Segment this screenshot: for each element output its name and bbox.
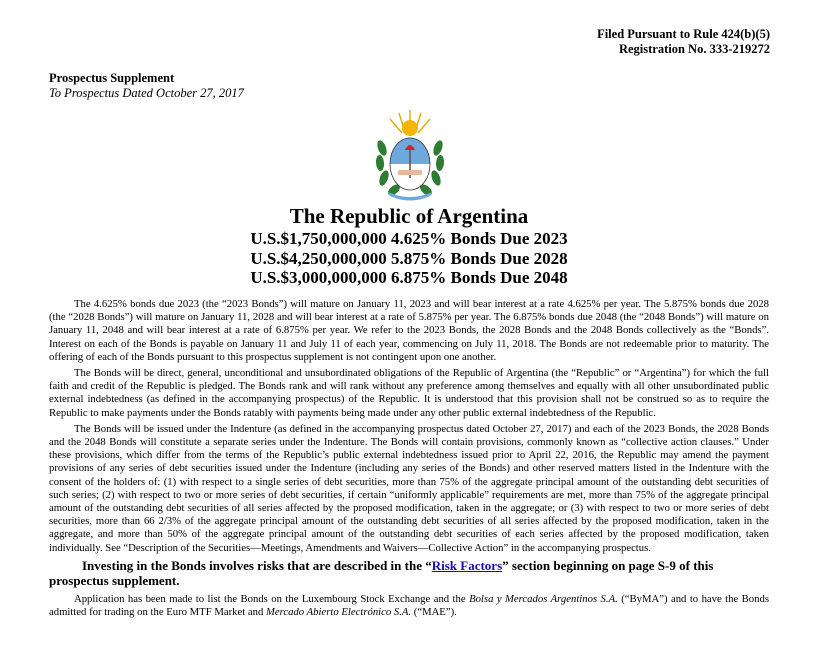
supplement-heading <box>49 71 244 101</box>
paragraph-indenture: The Bonds will be issued under the Indenture (as defined in the accompanying prospectus dated October 27, 2017) and each of the 2023 Bonds, the 2028 Bonds and the 2048 Bonds will constitute a separate series under the Indenture. The Bonds will contain provisions, commonly known as “collective action clauses.” Under these provisions, which differ from the terms of the Republic’s public external indebtedness issued prior to April 22, 2016, the Republic may amend the payment provisions of any series of debt securities issued under the Indenture (including any series of the Bonds) and other reserved matters listed in the Indenture with the consent of the holders of: (1) with respect to a single series of debt securities, more than 75% of the aggregate principal amount of the outstanding debt securities of such series; (2) with respect to two or more series of debt securities, if certain “uniformly applicable” requirements are met, more than 75% of the aggregate principal amount of the outstanding debt securities of all series affected by the proposed modification, taken in the aggregate; or (3) with respect to two or more series of debt securities, more than 66 2/3% of the aggregate principal amount of the outstanding debt securities of all series affected by the proposed modification, taken in the aggregate, and more than 50% of the aggregate principal amount of the outstanding debt securities of each series affected by the proposed modification, taken individually. See “Description of the Securities—Meetings, Amendments and Waivers—Collective Action” in the accompanying prospectus. <box>49 422 769 554</box>
filing-notice <box>597 27 770 57</box>
supplement-title: Prospectus Supplement <box>49 71 175 85</box>
bond-line-2023: U.S.$1,750,000,000 4.625% Bonds Due 2023 <box>250 229 568 248</box>
risk-text-start: Investing in the Bonds involves risks that are described in the “ <box>82 557 432 573</box>
paragraph-maturity-interest: The 4.625% bonds due 2023 (the “2023 Bonds”) will mature on January 11, 2023 and will bear interest at a rate 4.625% per year. The 5.875% bonds due 2028 (the “2028 Bonds”) will mature on January 11, 2028 and will bear interest at a rate of 5.875% per year. The 6.875% bonds due 2048 (the “2048 Bonds”) will mature on January 11, 2048 and will bear interest at a rate of 6.875% per year. We refer to the 2023 Bonds, the 2028 Bonds and the 2048 Bonds collectively as the “Bonds”. Interest on each of the Bonds is payable on January 11 and July 11 of each year, commencing on July 11, 2018. The Bonds are not redeemable prior to maturity. The offering of each of the Bonds pursuant to this prospectus supplement is not contingent upon one another. <box>49 298 769 363</box>
risk-statement <box>49 558 769 589</box>
byma-name: Bolsa y Mercados Argentinos S.A. <box>469 592 618 605</box>
listing-text-2: (“ByMA”) and to have the Bonds admitted for trading on the Euro MTF Market and <box>49 592 769 619</box>
listing-text-3: (“MAE”). <box>411 606 457 619</box>
paragraph-obligations: The Bonds will be direct, general, unconditional and unsubordinated obligations of the Republic of Argentina (the “Republic” or “Argentina”) for which the full faith and credit of the Republic is pledged. The Bonds rank and will rank without any preference among themselves and equally with all other unsubordinated public external indebtedness (as defined in the accompanying prospectus) of the Republic. It is understood that this provision shall not be construed so as to require the Republic to make payments under the Bonds ratably with payments being made under any other public external indebtedness of the Republic. <box>49 367 769 419</box>
bond-line-2028: U.S.$4,250,000,000 5.875% Bonds Due 2028 <box>250 248 568 268</box>
prospectus-body <box>49 298 769 622</box>
risk-text-end: ” section beginning on page S-9 of this prospectus supplement. <box>49 557 714 589</box>
filing-rule-line: Filed Pursuant to Rule 424(b)(5) <box>597 27 770 41</box>
registration-number: Registration No. 333-219272 <box>618 42 770 56</box>
issuer-title: The Republic of Argentina <box>289 204 529 228</box>
supplement-subtitle: To Prospectus Dated October 27, 2017 <box>49 86 244 100</box>
paragraph-listing <box>49 593 769 619</box>
bond-line-2048: U.S.$3,000,000,000 6.875% Bonds Due 2048 <box>250 268 568 287</box>
listing-text-1: Application has been made to list the Bonds on the Luxembourg Stock Exchange and the <box>74 592 470 605</box>
document-title-block <box>0 203 818 288</box>
risk-factors-link[interactable]: Risk Factors <box>431 557 503 573</box>
mae-name: Mercado Abierto Electrónico S.A. <box>265 606 412 619</box>
argentina-coat-of-arms-icon <box>372 108 448 202</box>
